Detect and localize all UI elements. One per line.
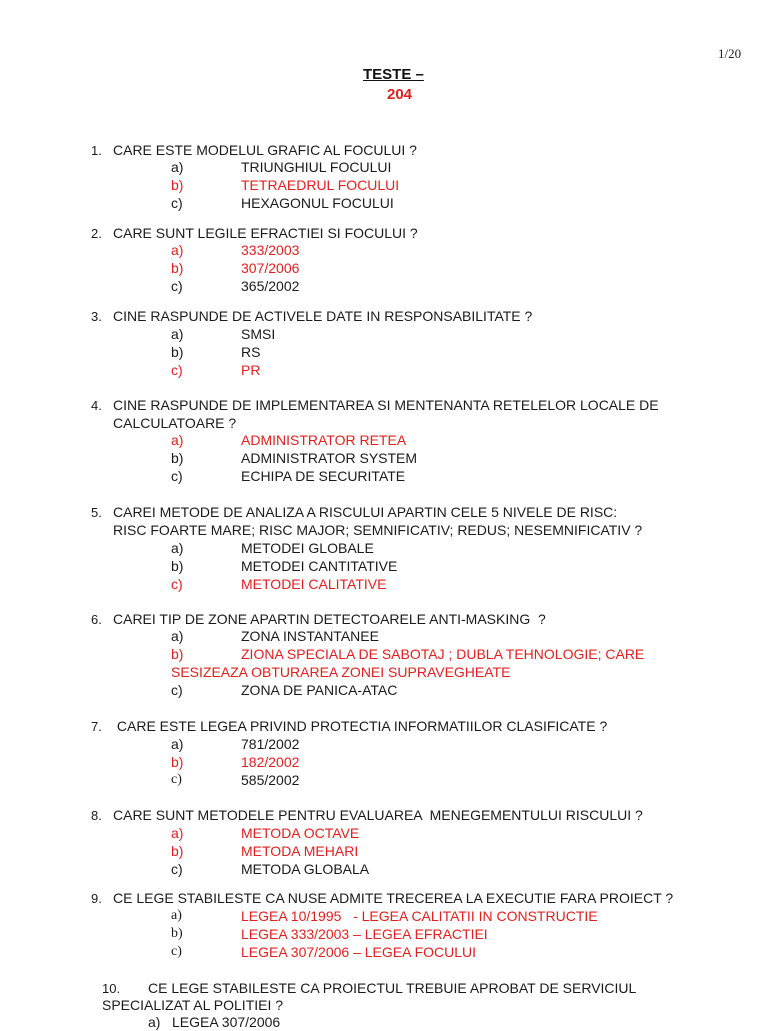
question-text: CAREI METODE DE ANALIZA A RISCULUI APARTIN CELE 5 NIVELE DE RISC: — [113, 504, 618, 520]
option-9a — [0, 907, 768, 925]
option-text: RS — [241, 344, 261, 360]
option-letter: c) — [171, 278, 183, 294]
option-5a — [0, 539, 768, 557]
option-6a — [0, 627, 768, 645]
option-letter: a) — [171, 242, 184, 258]
question-text: CE LEGE STABILESTE CA NUSE ADMITE TRECEREA LA EXECUTIE FARA PROIECT ? — [113, 890, 674, 906]
question-text: CAREI TIP DE ZONE APARTIN DETECTOARELE ANTI-MASKING ? — [113, 611, 546, 627]
option-text: METODEI GLOBALE — [241, 540, 374, 556]
option-letter: a) — [171, 736, 184, 752]
option-text: METODA MEHARI — [241, 843, 359, 859]
option-7b — [0, 753, 768, 771]
question-number: 7. — [91, 719, 102, 734]
option-letter: a) — [171, 540, 184, 556]
option-text: ADMINISTRATOR RETEA — [241, 432, 407, 448]
option-1b — [0, 176, 768, 194]
option-text: ZONA DE PANICA-ATAC — [241, 682, 398, 698]
option-letter: b) — [171, 344, 184, 360]
option-1a — [0, 158, 768, 176]
option-letter: b) — [171, 646, 184, 662]
question-number: 4. — [91, 398, 102, 413]
question-text: CARE ESTE LEGEA PRIVIND PROTECTIA INFORMATIILOR CLASIFICATE ? — [113, 718, 608, 734]
option-letter: b) — [171, 926, 183, 941]
option-letter: b) — [171, 754, 184, 770]
question-number: 2. — [91, 226, 102, 241]
option-letter: c) — [171, 861, 183, 877]
document-title: TESTE – — [363, 66, 424, 83]
option-letter: c) — [171, 195, 183, 211]
option-letter: b) — [171, 843, 184, 859]
option-text: LEGEA 307/2006 — [172, 1014, 281, 1030]
question-text: CARE SUNT LEGILE EFRACTIEI SI FOCULUI ? — [113, 225, 418, 241]
option-text: METODEI CALITATIVE — [241, 576, 387, 592]
option-text: 307/2006 — [241, 260, 300, 276]
option-6b-continued — [0, 663, 768, 681]
question-text: CE LEGE STABILESTE CA PROIECTUL TREBUIE APROBAT DE SERVICIUL — [148, 980, 637, 996]
option-letter: b) — [171, 558, 184, 574]
question-number: 5. — [91, 505, 102, 520]
question-number: 9. — [91, 891, 102, 906]
question-number: 10. — [102, 981, 121, 996]
option-2a — [0, 241, 768, 259]
option-1c — [0, 194, 768, 212]
option-text-continued: SESIZEAZA OBTURAREA ZONEI SUPRAVEGHEATE — [171, 664, 511, 680]
option-text: METODA GLOBALA — [241, 861, 370, 877]
question-number: 3. — [91, 309, 102, 324]
option-text: 365/2002 — [241, 278, 300, 294]
option-text: HEXAGONUL FOCULUI — [241, 195, 394, 211]
option-text: ADMINISTRATOR SYSTEM — [241, 450, 418, 466]
question-text: CINE RASPUNDE DE IMPLEMENTAREA SI MENTENANTA RETELELOR LOCALE DE — [113, 397, 659, 413]
option-7a — [0, 735, 768, 753]
option-text: LEGEA 333/2003 – LEGEA EFRACTIEI — [241, 926, 488, 942]
option-9c — [0, 943, 768, 961]
option-3c — [0, 361, 768, 379]
option-text: METODA OCTAVE — [241, 825, 360, 841]
option-6b — [0, 645, 768, 663]
option-letter: c) — [171, 468, 183, 484]
question-text-continued: SPECIALIZAT AL POLITIEI ? — [102, 997, 284, 1013]
option-3a — [0, 325, 768, 343]
question-text-continued: RISC FOARTE MARE; RISC MAJOR; SEMNIFICATIV; REDUS; NESEMNIFICATIV ? — [113, 522, 643, 538]
option-2b — [0, 259, 768, 277]
option-letter: a) — [171, 159, 184, 175]
option-text: ZIONA SPECIALA DE SABOTAJ ; DUBLA TEHNOLOGIE; CARE — [241, 646, 645, 662]
option-text: ECHIPA DE SECURITATE — [241, 468, 406, 484]
option-letter: c) — [171, 772, 182, 787]
option-letter: a) — [171, 825, 184, 841]
option-text: PR — [241, 362, 261, 378]
option-text: LEGEA 10/1995 - LEGEA CALITATII IN CONSTRUCTIE — [241, 908, 598, 924]
option-text: 333/2003 — [241, 242, 300, 258]
option-7c — [0, 771, 768, 789]
question-text: CARE SUNT METODELE PENTRU EVALUAREA MENEGEMENTULUI RISCULUI ? — [113, 807, 643, 823]
question-number: 1. — [91, 143, 102, 158]
question-number: 6. — [91, 612, 102, 627]
option-letter: a) — [148, 1014, 161, 1030]
option-4b — [0, 449, 768, 467]
option-3b — [0, 343, 768, 361]
option-5b — [0, 557, 768, 575]
option-8c — [0, 860, 768, 878]
option-text: METODEI CANTITATIVE — [241, 558, 398, 574]
option-letter: b) — [171, 177, 184, 193]
option-text: SMSI — [241, 326, 276, 342]
option-letter: c) — [171, 362, 183, 378]
option-4c — [0, 467, 768, 485]
option-6c — [0, 681, 768, 699]
option-letter: a) — [171, 908, 182, 923]
option-5c — [0, 575, 768, 593]
option-8a — [0, 824, 768, 842]
question-text-continued: CALCULATOARE ? — [113, 415, 237, 431]
question-text: CARE ESTE MODELUL GRAFIC AL FOCULUI ? — [113, 142, 417, 158]
option-letter: c) — [171, 576, 183, 592]
document-subtitle: 204 — [387, 86, 413, 103]
option-text: ZONA INSTANTANEE — [241, 628, 379, 644]
option-2c — [0, 277, 768, 295]
option-9b — [0, 925, 768, 943]
option-text: 182/2002 — [241, 754, 300, 770]
question-text: CINE RASPUNDE DE ACTIVELE DATE IN RESPONSABILITATE ? — [113, 308, 533, 324]
option-text: TRIUNGHIUL FOCULUI — [241, 159, 392, 175]
option-letter: a) — [171, 432, 184, 448]
option-8b — [0, 842, 768, 860]
option-text: TETRAEDRUL FOCULUI — [241, 177, 400, 193]
option-text: 585/2002 — [241, 772, 300, 788]
question-number: 8. — [91, 808, 102, 823]
option-letter: c) — [171, 944, 182, 959]
option-letter: b) — [171, 450, 184, 466]
option-letter: c) — [171, 682, 183, 698]
option-letter: a) — [171, 628, 184, 644]
option-letter: b) — [171, 260, 184, 276]
option-4a — [0, 431, 768, 449]
option-letter: a) — [171, 326, 184, 342]
option-text: LEGEA 307/2006 – LEGEA FOCULUI — [241, 944, 477, 960]
option-text: 781/2002 — [241, 736, 300, 752]
page-number: 1/20 — [718, 46, 742, 61]
option-10a — [0, 1013, 768, 1031]
